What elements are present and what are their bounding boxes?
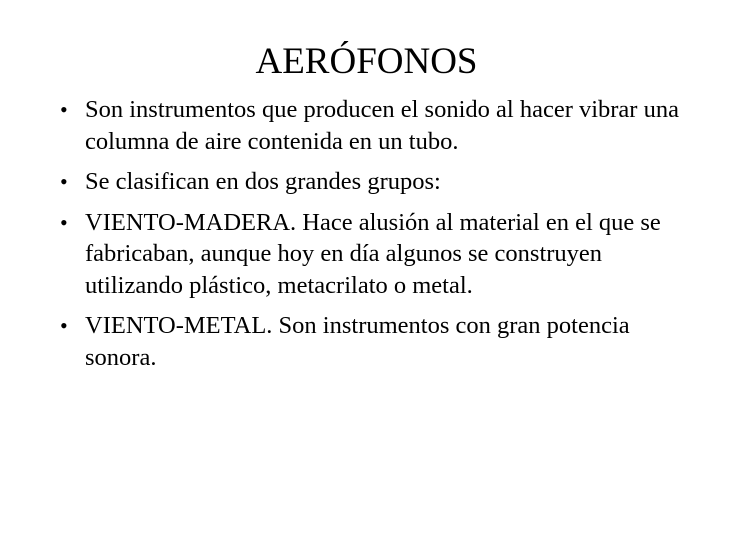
bullet-text: VIENTO-MADERA. Hace alusión al material en el que se fabricaban, aunque hoy en día algunos se construyen utilizando plástico, metacrilato o metal. xyxy=(85,208,661,299)
bullet-item xyxy=(60,94,690,157)
bullet-text: Son instrumentos que producen el sonido al hacer vibrar una columna de aire contenida en un tubo. xyxy=(85,96,679,155)
bullet-text: Se clasifican en dos grandes grupos: xyxy=(85,168,441,195)
bullet-item xyxy=(60,207,690,302)
bullet-icon: • xyxy=(60,97,68,122)
bullet-item xyxy=(60,310,690,373)
bullet-text: VIENTO-METAL. Son instrumentos con gran potencia sonora. xyxy=(85,312,630,371)
bullet-icon: • xyxy=(60,313,68,338)
bullet-item xyxy=(60,166,690,198)
slide-title: AERÓFONOS xyxy=(255,41,478,82)
bullet-icon: • xyxy=(60,209,68,235)
bullet-icon: • xyxy=(60,169,68,194)
bullet-list xyxy=(60,94,690,382)
